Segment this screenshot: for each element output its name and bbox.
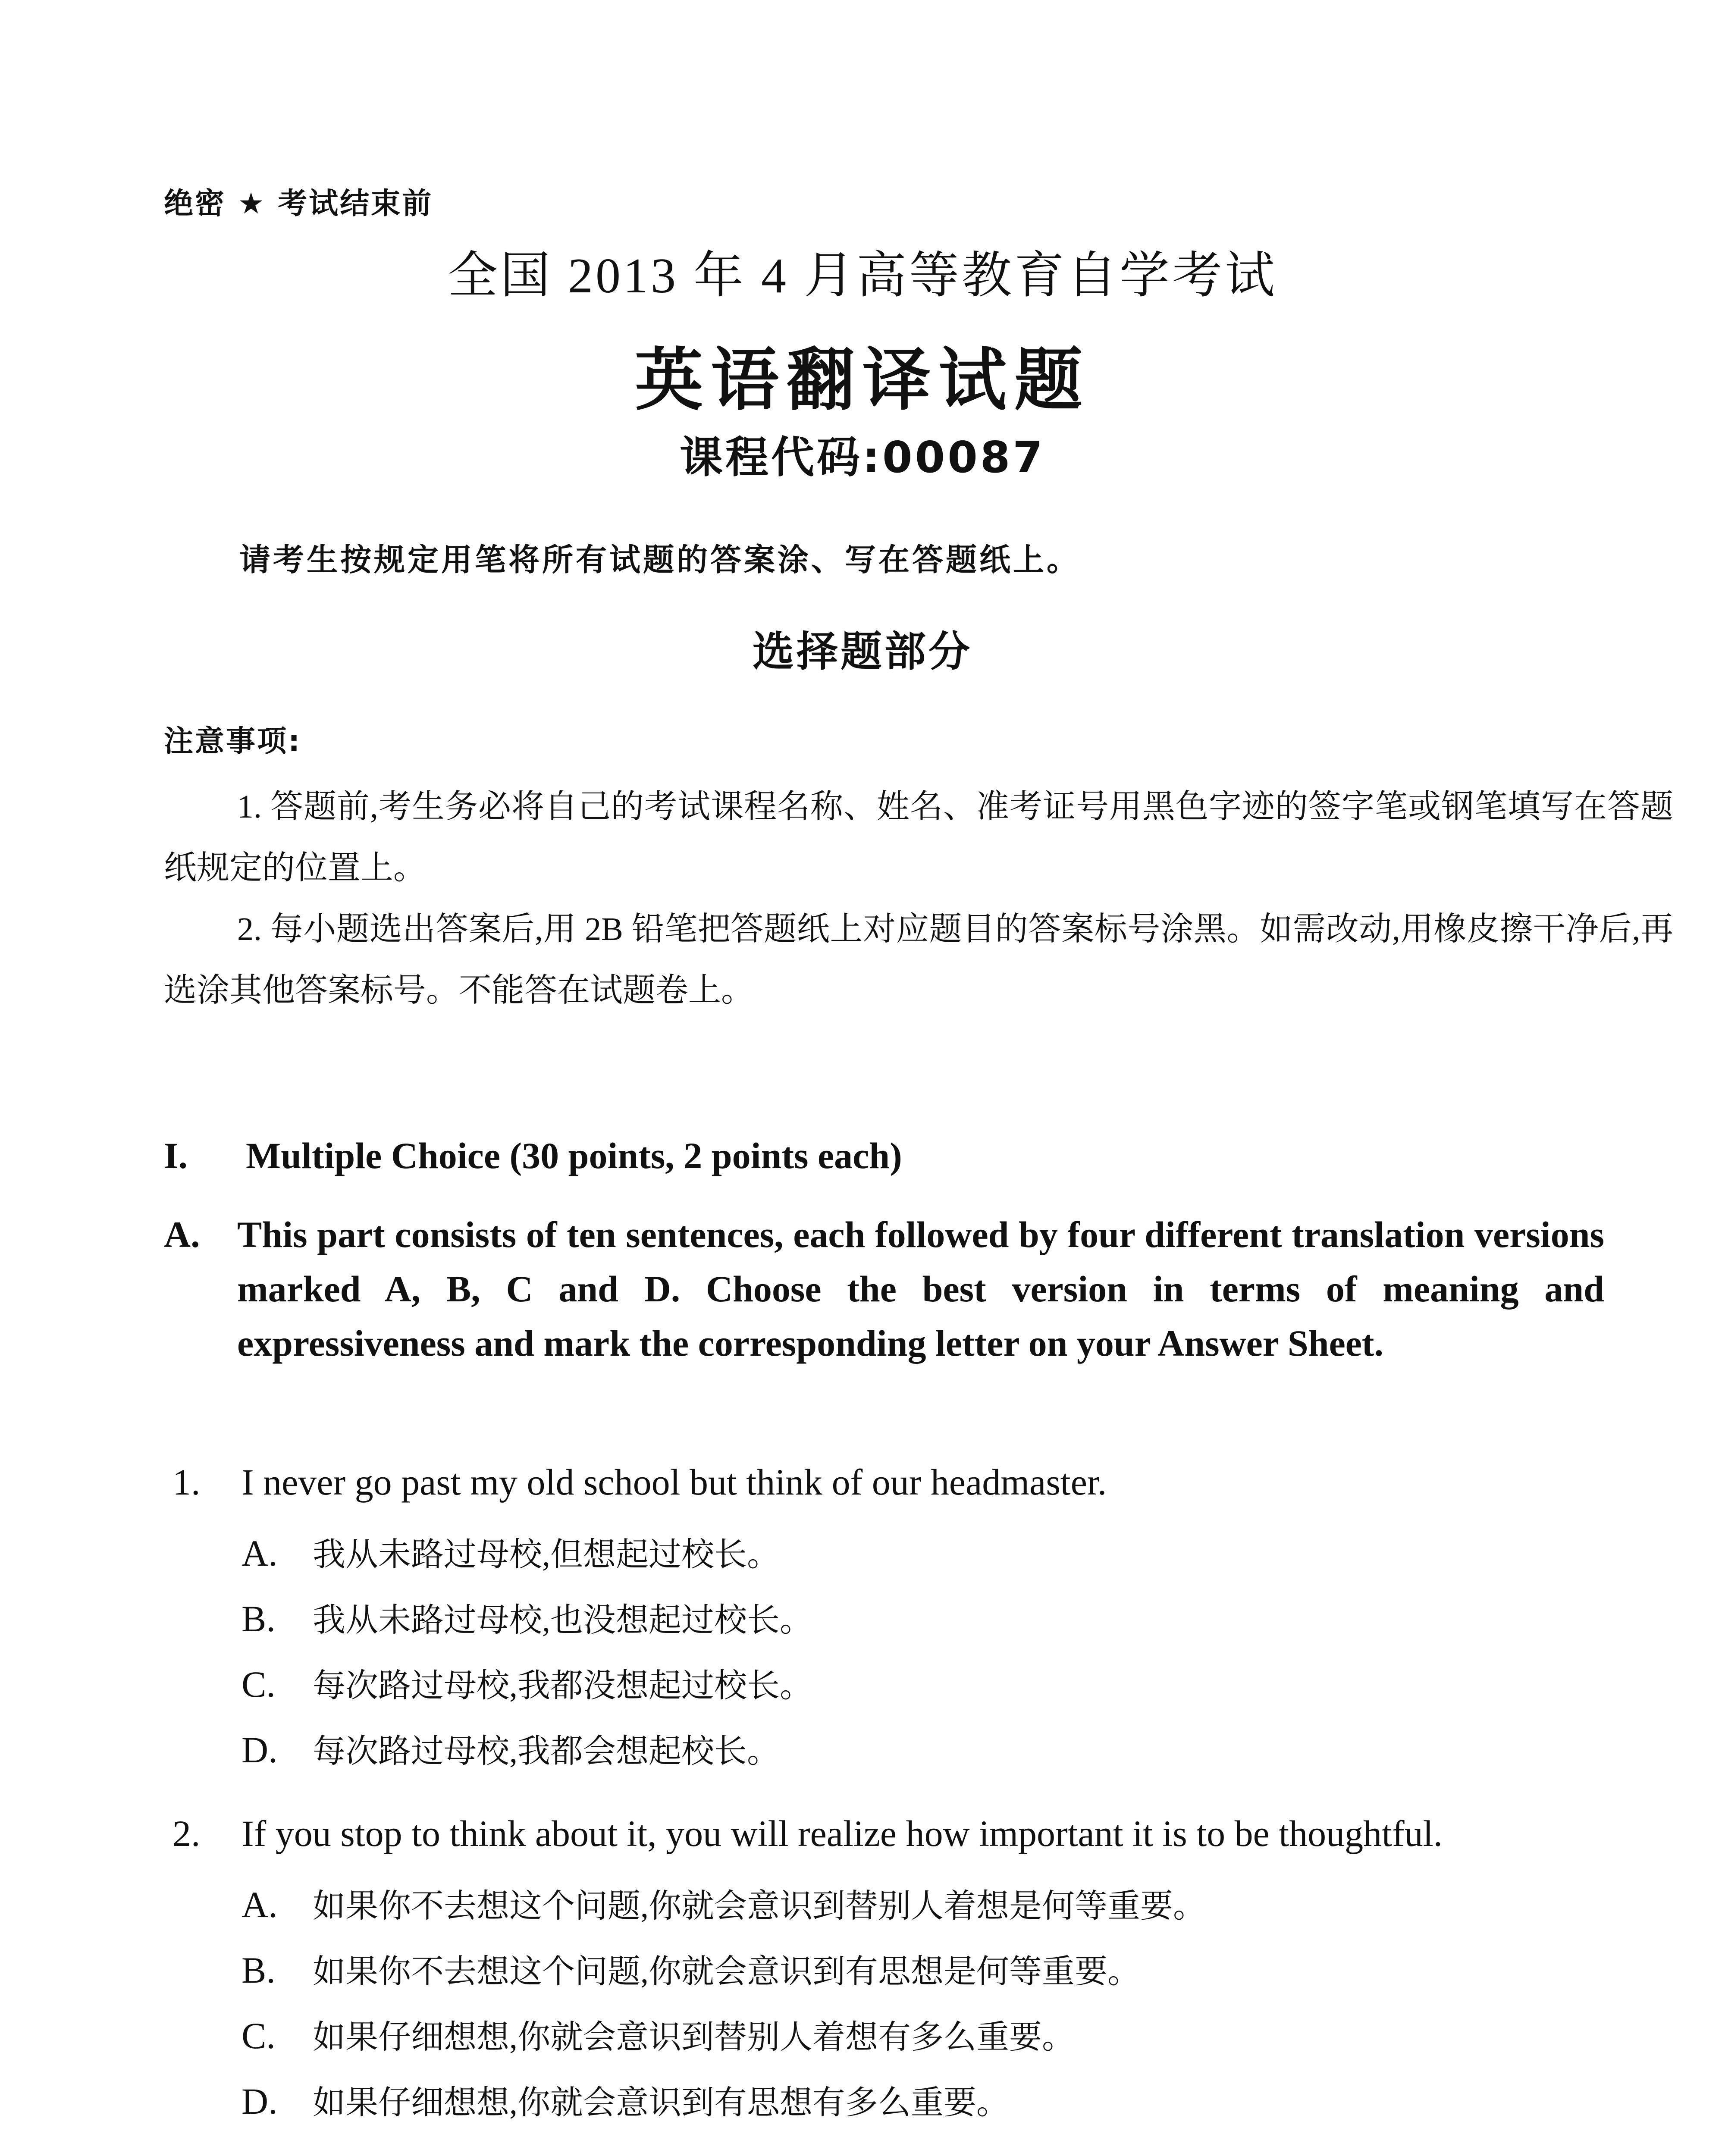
option-c xyxy=(242,2003,1604,2068)
option-label: A. xyxy=(242,1884,278,1925)
section-title: 选择题部分 xyxy=(753,627,972,676)
question-2 xyxy=(172,1805,1604,2134)
question-number: 1. xyxy=(172,1461,201,1503)
notes-list xyxy=(164,776,1673,1021)
option-text: 如果你不去想这个问题,你就会意识到替别人着想是何等重要。 xyxy=(313,1888,1206,1924)
course-code: 课程代码:00087 xyxy=(680,432,1045,483)
part-heading xyxy=(164,1134,902,1177)
option-text: 如果仔细想想,你就会意识到替别人着想有多么重要。 xyxy=(313,2019,1075,2056)
option-c xyxy=(242,1651,1604,1717)
part-a-letter: A. xyxy=(164,1214,200,1255)
question-1 xyxy=(172,1453,1604,1783)
option-text: 每次路过母校,我都没想起过校长。 xyxy=(313,1668,812,1704)
question-text: I never go past my old school but think of our headmaster. xyxy=(242,1461,1107,1503)
option-label: A. xyxy=(242,1532,278,1574)
options-list xyxy=(242,1872,1604,2134)
option-text: 每次路过母校,我都会想起校长。 xyxy=(313,1733,780,1770)
part-a-instructions xyxy=(164,1207,1604,1370)
option-a xyxy=(242,1872,1604,1937)
option-label: C. xyxy=(242,2015,276,2056)
option-label: B. xyxy=(242,1598,276,1639)
exam-title: 全国 2013 年 4 月高等教育自学考试 xyxy=(448,248,1277,304)
note-item: 2. 每小题选出答案后,用 2B 铅笔把答题纸上对应题目的答案标号涂黑。如需改动,用橡皮擦干净后,再选涂其他答案标号。不能答在试题卷上。 xyxy=(164,911,1673,1009)
option-text: 我从未路过母校,但想起过校长。 xyxy=(313,1537,780,1573)
part-a-text: This part consists of ten sentences, each followed by four different translation versions marked A, B, C and D. Choose the best version in terms of meaning and expressiveness and mark the corresponding letter on your Answer Sheet. xyxy=(237,1214,1604,1364)
option-text: 我从未路过母校,也没想起过校长。 xyxy=(313,1602,812,1639)
options-list xyxy=(242,1520,1604,1783)
paper-title: 英语翻译试题 xyxy=(635,341,1090,420)
general-instruction: 请考生按规定用笔将所有试题的答案涂、写在答题纸上。 xyxy=(239,542,1081,578)
part-number: I. xyxy=(164,1135,188,1176)
note-item: 1. 答题前,考生务必将自己的考试课程名称、姓名、准考证号用黑色字迹的签字笔或钢笔填写在答题纸规定的位置上。 xyxy=(164,789,1673,886)
option-d xyxy=(242,2068,1604,2134)
confidential-mark: 绝密 ★ 考试结束前 xyxy=(164,187,433,221)
option-a xyxy=(242,1520,1604,1586)
option-label: B. xyxy=(242,1949,276,1991)
question-number: 2. xyxy=(172,1813,201,1854)
option-label: D. xyxy=(242,1729,278,1771)
option-label: C. xyxy=(242,1664,276,1705)
option-text: 如果你不去想这个问题,你就会意识到有思想是何等重要。 xyxy=(313,1954,1140,1990)
option-b xyxy=(242,1937,1604,2003)
notes-heading: 注意事项: xyxy=(164,724,302,758)
option-b xyxy=(242,1586,1604,1651)
question-text: If you stop to think about it, you will realize how important it is to be thoughtful. xyxy=(242,1813,1443,1854)
option-label: D. xyxy=(242,2081,278,2122)
option-d xyxy=(242,1717,1604,1783)
part-title: Multiple Choice (30 points, 2 points each) xyxy=(246,1135,902,1176)
option-text: 如果仔细想想,你就会意识到有思想有多么重要。 xyxy=(313,2085,1009,2121)
